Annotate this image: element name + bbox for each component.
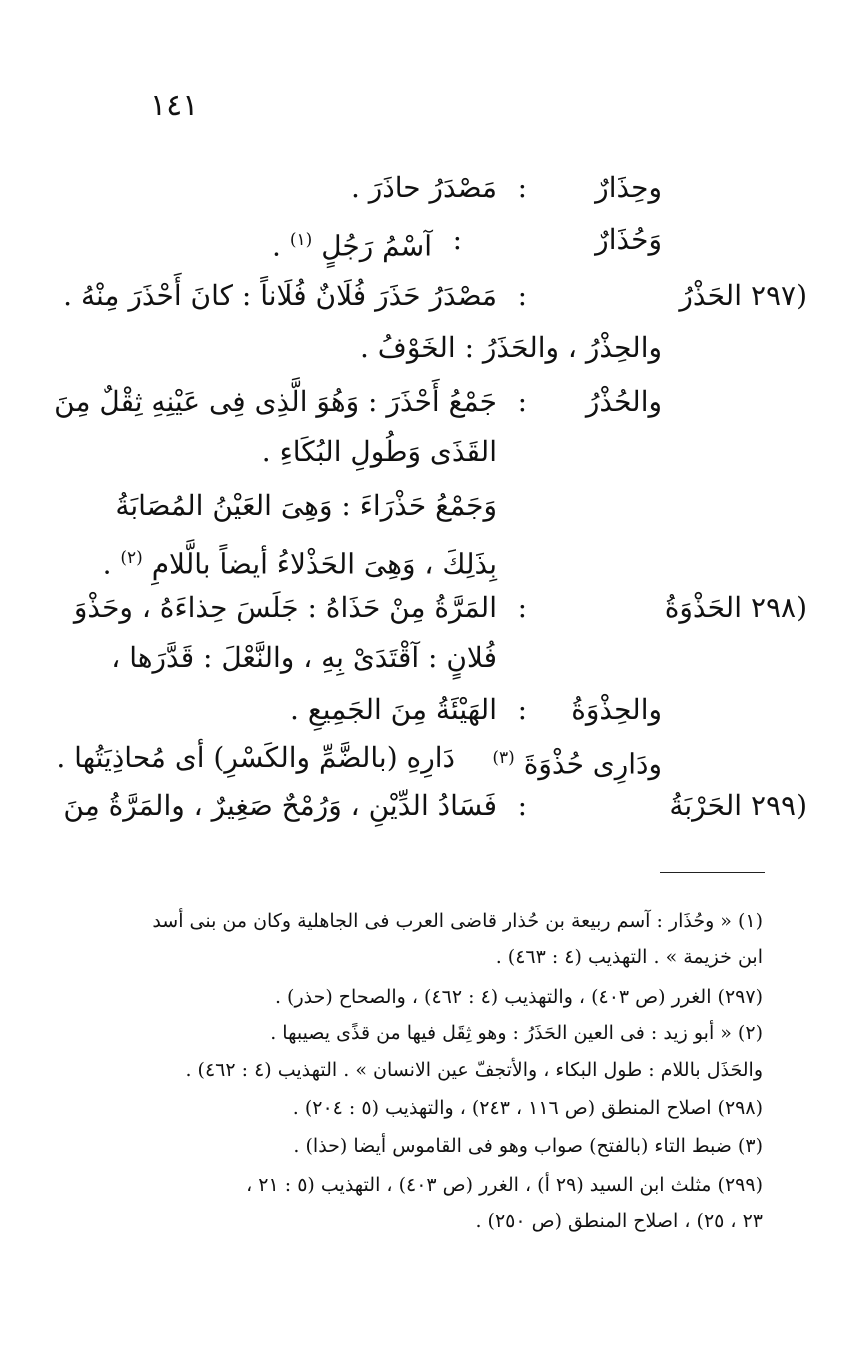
colon: : <box>517 279 527 312</box>
colon: : <box>517 789 527 822</box>
entry-definition: دَارِهِ (بالضَّمِّ والكَسْرِ) أى مُحاذِيَتُها . <box>56 741 455 774</box>
entry-definition <box>272 220 432 266</box>
entry-definition: مَصْدَرُ حَذَرَ فُلَانٌ فُلَاناً : كانَ أَحْذَرَ مِنْهُ . <box>63 279 497 312</box>
entry-tail: . <box>102 547 112 581</box>
colon: : <box>452 223 462 256</box>
entry-headword: والحِذْرُ ، والحَذَرُ : الخَوْفُ . <box>360 331 662 364</box>
entry-headword: وَحُذَارٌ <box>595 223 662 256</box>
entry-number: (٢٩٩ <box>750 789 807 822</box>
entry-number: (٢٩٧ <box>750 279 807 312</box>
entry-number: (٢٩٨ <box>750 591 807 624</box>
footnote-line: (٣) ضبط التاء (بالفتح) صواب وهو فى القاموس أيضا (حذا) . <box>293 1135 763 1157</box>
entry-definition-text: آسْمُ رَجُلٍ <box>321 229 432 263</box>
entry-tail: . <box>272 229 281 263</box>
entry-definition: وَجَمْعُ حَذْرَاءَ : وَهِىَ العَيْنُ المُصَابَةُ <box>115 489 497 522</box>
footnote-line: ٢٣ ، ٢٥) ، اصلاح المنطق (ص ٢٥٠) . <box>475 1210 763 1232</box>
entry-headword: الحَذْوَةُ <box>664 591 742 624</box>
entry-definition: الهَيْئَةُ مِنَ الجَمِيعِ . <box>290 693 497 726</box>
footnote-ref: (٣) <box>492 748 515 768</box>
entry-definition-text: بِذَلِكَ ، وَهِىَ الحَذْلاءُ أيضاً بالَّلامِ <box>151 547 497 581</box>
footnote-line: (٢) « أبو زيد : فى العين الحَذَرُ : وهو ثِقَل فيها من قذًى يصيبها . <box>270 1022 763 1044</box>
footnote-line: (٢٩٧) الغرر (ص ٤٠٣) ، والتهذيب (٤ : ٤٦٢) ، والصحاح (حذر) . <box>274 986 763 1008</box>
colon: : <box>517 385 527 418</box>
colon: : <box>517 171 527 204</box>
footnote-ref: (٢) <box>120 548 143 568</box>
entry-definition-continued: القَذَى وَطُولِ البُكَاءِ . <box>261 435 497 468</box>
colon: : <box>517 591 527 624</box>
page-number: ١٤١ <box>150 88 199 123</box>
entry-headword <box>492 738 662 784</box>
entry-headword: والحُذْرُ <box>585 385 662 418</box>
entry-headword-text: ودَارِى حُذْوَةَ <box>523 747 662 781</box>
entry-headword: الحَرْبَةُ <box>669 789 742 822</box>
footnote-line: (٢٩٨) اصلاح المنطق (ص ١١٦ ، ٢٤٣) ، والتهذيب (٥ : ٢٠٤) . <box>292 1097 763 1119</box>
entry-headword: والحِذْوَةُ <box>571 693 662 726</box>
colon: : <box>517 693 527 726</box>
entry-definition: فَسَادُ الدِّيْنِ ، وَرُمْحٌ صَغِيرٌ ، والمَرَّةُ مِنَ <box>63 789 497 822</box>
entry-definition: مَصْدَرُ حاذَرَ . <box>350 171 497 204</box>
entry-definition-continued <box>103 538 497 584</box>
footnote-line: (٢٩٩) مثلث ابن السيد (٢٩ أ) ، الغرر (ص ٤٠٣) ، التهذيب (٥ : ٢١ ، <box>246 1174 763 1196</box>
entry-definition: المَرَّةُ مِنْ حَذَاهُ : جَلَسَ حِذاءَهُ ، وحَذْوَ <box>73 591 497 624</box>
footnote-ref: (١) <box>289 230 313 250</box>
entry-headword: الحَذْرُ <box>679 279 742 312</box>
footnote-line: والحَذَل باللام : طول البكاء ، والأتجفّ عين الانسان » . التهذيب (٤ : ٤٦٢) . <box>185 1059 763 1081</box>
footnote-line: ابن خزيمة » . التهذيب (٤ : ٤٦٣) . <box>495 946 763 968</box>
footnote-line: (١) « وحُذَار : آسم ربيعة بن حُذار قاضى العرب فى الجاهلية وكان من بنى أسد <box>152 910 763 932</box>
entry-headword: وحِذَارٌ <box>595 171 662 204</box>
entry-definition: جَمْعُ أَحْذَرَ : وَهُوَ الَّذِى فِى عَيْنِهِ ثِقْلٌ مِنَ <box>54 385 497 418</box>
entry-definition-continued: فُلانٍ : آقْتَدَىْ بِهِ ، والنَّعْلَ : قَدَّرَها ، <box>111 641 497 674</box>
footnote-separator <box>660 872 765 873</box>
